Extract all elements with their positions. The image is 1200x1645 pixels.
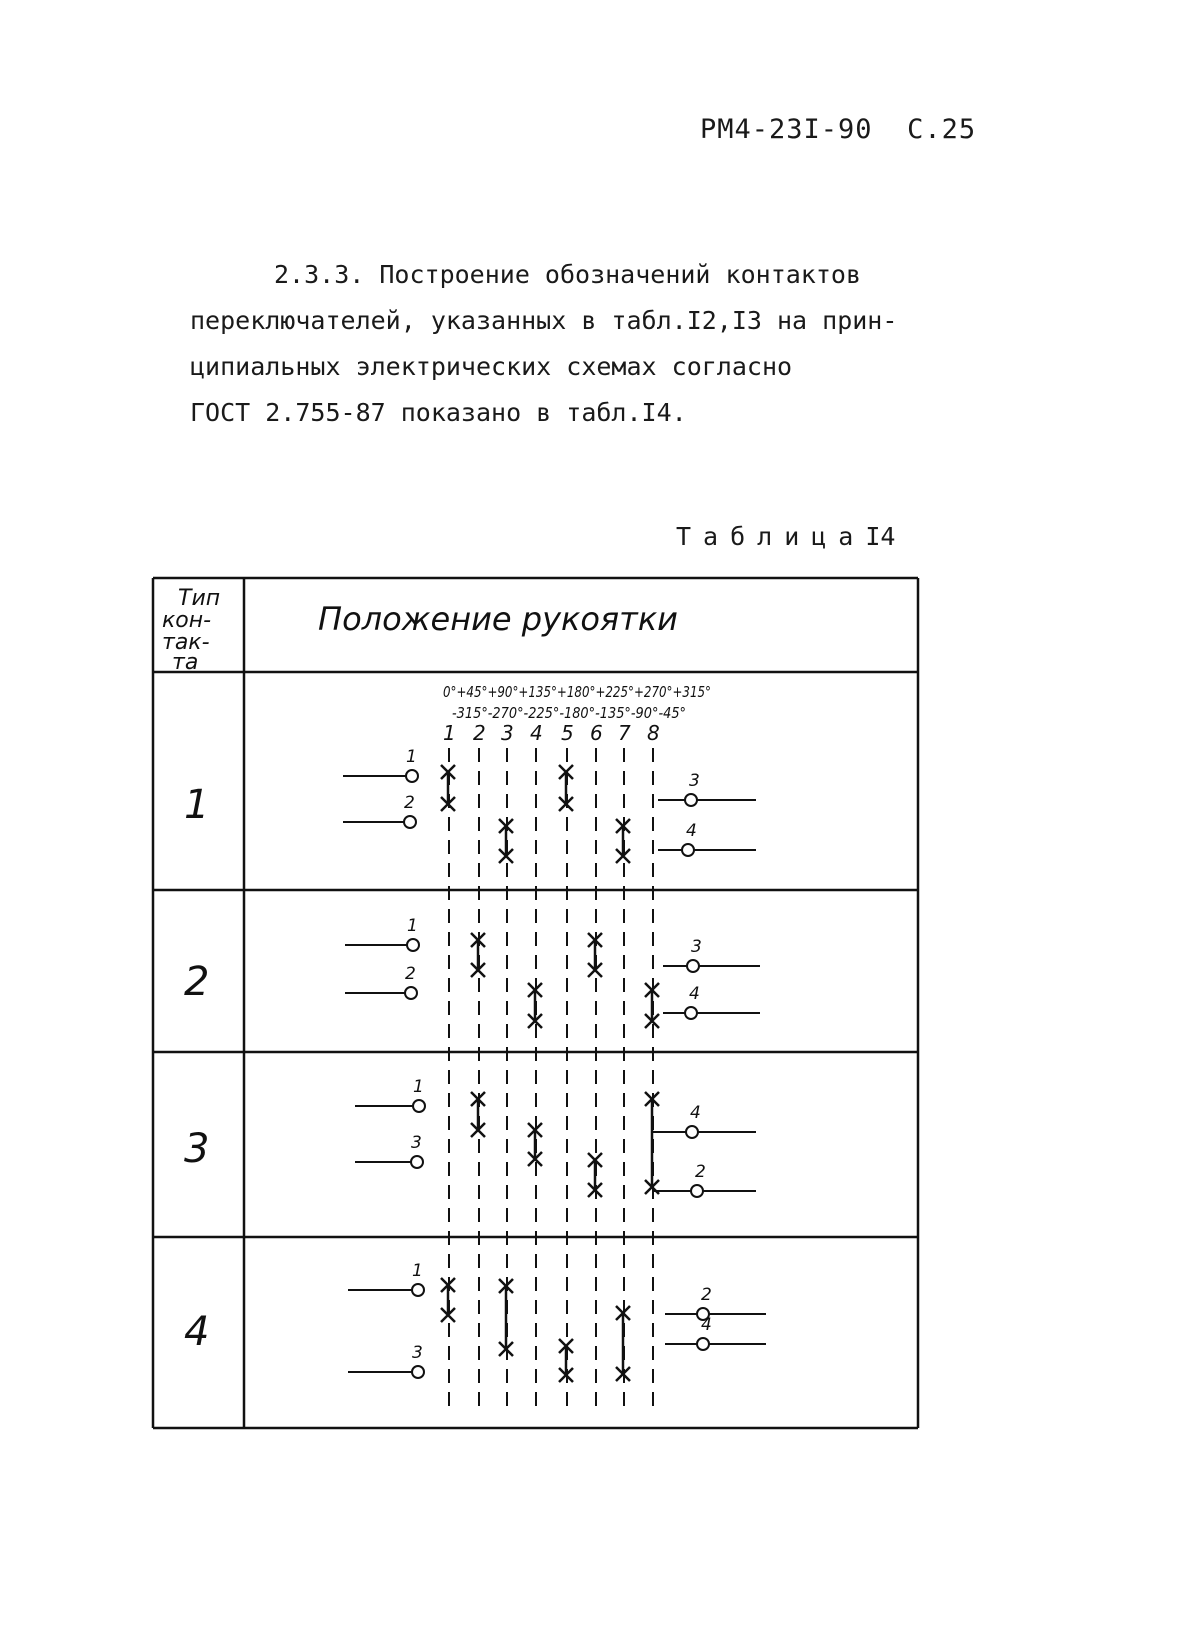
terminal-number: 3 — [412, 1343, 423, 1363]
terminal-circle — [406, 770, 418, 782]
terminal-circle — [413, 1100, 425, 1112]
terminal-circle — [407, 939, 419, 951]
page-number: С.25 — [907, 114, 977, 145]
terminal-number: 3 — [689, 771, 700, 791]
terminal-number: 2 — [404, 793, 415, 813]
col1-header-line: кон- — [162, 608, 212, 633]
terminal-circle — [405, 987, 417, 999]
col1-header-line: Тип — [178, 586, 221, 611]
contact-type-label: 1 — [184, 782, 210, 828]
contact-type-label: 2 — [184, 959, 210, 1005]
terminal-number: 3 — [691, 937, 702, 957]
terminal-number: 1 — [413, 1077, 424, 1097]
contact-type-labels — [184, 782, 209, 1355]
contact-type-label: 3 — [184, 1126, 210, 1172]
terminal-circle — [691, 1185, 703, 1197]
col1-header-line: та — [172, 650, 199, 675]
terminal-circle — [404, 816, 416, 828]
col2-header: Положение рукоятки — [318, 600, 678, 638]
paragraph-line-2: переключателей, указанных в табл.I2,I3 на прин- — [190, 306, 898, 335]
terminal-circle — [411, 1156, 423, 1168]
position-label: 4 — [530, 721, 543, 745]
paragraph-line-1: 2.3.3. Построение обозначений контактов — [274, 260, 861, 289]
terminal-number: 4 — [689, 984, 700, 1004]
terminal-circle — [412, 1284, 424, 1296]
terminal-number: 1 — [412, 1261, 423, 1281]
terminal-number: 1 — [406, 747, 417, 767]
terminal-number: 4 — [701, 1315, 712, 1335]
terminal-number: 2 — [695, 1162, 706, 1182]
terminal-number: 2 — [405, 964, 416, 984]
position-label: 8 — [647, 721, 660, 745]
terminal-number: 3 — [411, 1133, 422, 1153]
terminal-number: 1 — [407, 916, 418, 936]
position-label: 7 — [618, 721, 631, 745]
table-caption-number: I4 — [865, 522, 896, 551]
contact-marks — [441, 765, 659, 1382]
terminal-circle — [686, 1126, 698, 1138]
terminal-labels — [404, 747, 712, 1363]
paragraph-line-3: ципиальных электрических схемах согласно — [190, 352, 793, 381]
terminal-circle — [687, 960, 699, 972]
terminal-number: 2 — [701, 1285, 712, 1305]
position-labels — [443, 721, 660, 745]
col1-header-line: так- — [162, 630, 210, 655]
table-caption-word: Таблица — [676, 522, 866, 551]
paragraph-line-4: ГОСТ 2.755-87 показано в табл.I4. — [190, 398, 687, 427]
terminal-number: 4 — [686, 821, 697, 841]
angles-top-label: 0°+45°+90°+135°+180°+225°+270°+315° — [443, 683, 711, 701]
terminal-circle — [685, 1007, 697, 1019]
angles-bottom-label: -315°-270°-225°-180°-135°-90°-45° — [452, 704, 686, 722]
contact-type-label: 4 — [184, 1309, 210, 1355]
terminal-number: 4 — [690, 1103, 701, 1123]
terminal-circle — [682, 844, 694, 856]
position-label: 1 — [443, 721, 456, 745]
position-label: 6 — [590, 721, 603, 745]
position-label: 2 — [473, 721, 486, 745]
terminal-circle — [685, 794, 697, 806]
col1-header — [162, 586, 220, 675]
position-label: 5 — [561, 721, 574, 745]
position-label: 3 — [501, 721, 514, 745]
terminal-circle — [412, 1366, 424, 1378]
terminal-circle — [697, 1338, 709, 1350]
document-code: РМ4-23I-90 — [700, 114, 873, 145]
